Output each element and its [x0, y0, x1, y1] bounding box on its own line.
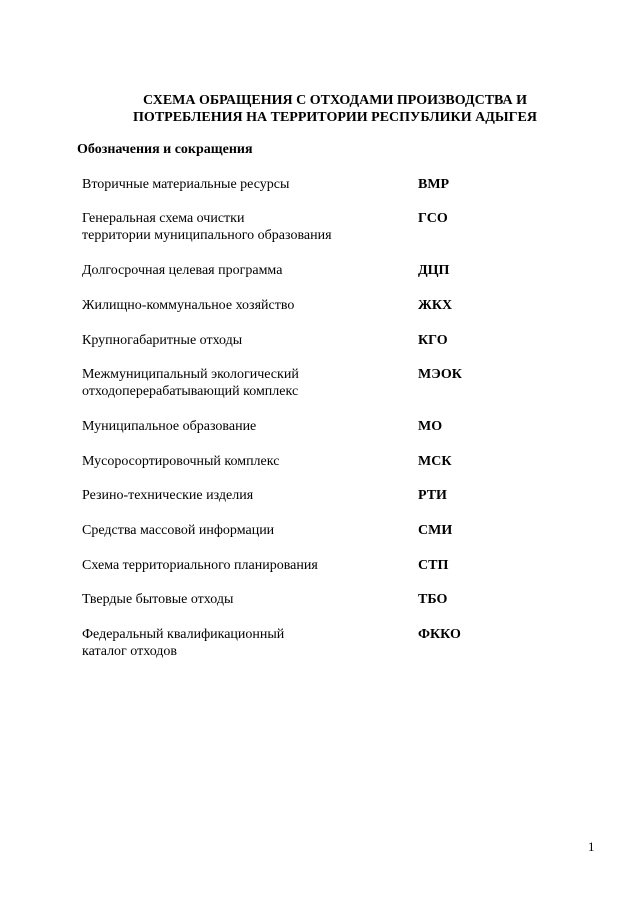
abbreviation: РТИ	[418, 488, 447, 503]
term-line: Мусоросортировочный комплекс	[82, 454, 280, 469]
term-name	[82, 557, 402, 574]
term-line: Федеральный квалификационный	[82, 627, 285, 642]
abbreviation: ФККО	[418, 627, 461, 642]
term-line: каталог отходов	[82, 644, 178, 659]
term-line: Резино-технические изделия	[82, 488, 254, 503]
term-line: Схема территориального планирования	[82, 558, 318, 573]
term-name	[82, 522, 402, 539]
term-name	[82, 262, 402, 279]
abbreviation: ЖКХ	[418, 298, 453, 313]
abbreviation: ТБО	[418, 592, 448, 607]
term-name	[82, 487, 402, 504]
abbreviation: МСК	[418, 454, 452, 469]
term-name	[82, 366, 402, 400]
abbreviation: ГСО	[418, 211, 448, 226]
abbreviation: КГО	[418, 333, 448, 348]
abbreviation: МЭОК	[418, 367, 462, 382]
term-line: Межмуниципальный экологический	[82, 367, 299, 382]
term-line: отходоперерабатывающий комплекс	[82, 384, 299, 399]
abbreviation: МО	[418, 419, 443, 434]
term-line: Муниципальное образование	[82, 419, 257, 434]
term-line: Твердые бытовые отходы	[82, 592, 234, 607]
term-line: Долгосрочная целевая программа	[82, 263, 283, 278]
title-line-1: СХЕМА ОБРАЩЕНИЯ С ОТХОДАМИ ПРОИЗВОДСТВА И	[142, 93, 527, 108]
term-line: Вторичные материальные ресурсы	[82, 177, 290, 192]
term-name	[82, 332, 402, 349]
term-line: Средства массовой информации	[82, 523, 275, 538]
term-line: Генеральная схема очистки	[82, 211, 245, 226]
page-number: 1	[588, 839, 595, 854]
term-name	[82, 297, 402, 314]
term-name	[82, 418, 402, 435]
title-line-2: ПОТРЕБЛЕНИЯ НА ТЕРРИТОРИИ РЕСПУБЛИКИ АДЫГЕЯ	[133, 110, 537, 125]
term-name	[82, 453, 402, 470]
abbreviation: ВМР	[418, 177, 450, 192]
term-line: территории муниципального образования	[82, 228, 332, 243]
abbreviation: СТП	[418, 558, 449, 573]
document-title	[60, 92, 610, 126]
abbreviation: ДЦП	[418, 263, 450, 278]
term-name	[82, 591, 402, 608]
term-name	[82, 176, 402, 193]
term-name	[82, 626, 402, 660]
abbreviation: СМИ	[418, 523, 453, 538]
term-line: Жилищно-коммунальное хозяйство	[82, 298, 295, 313]
section-heading: Обозначения и сокращения	[77, 142, 253, 157]
term-name	[82, 210, 402, 244]
term-line: Крупногабаритные отходы	[82, 333, 243, 348]
